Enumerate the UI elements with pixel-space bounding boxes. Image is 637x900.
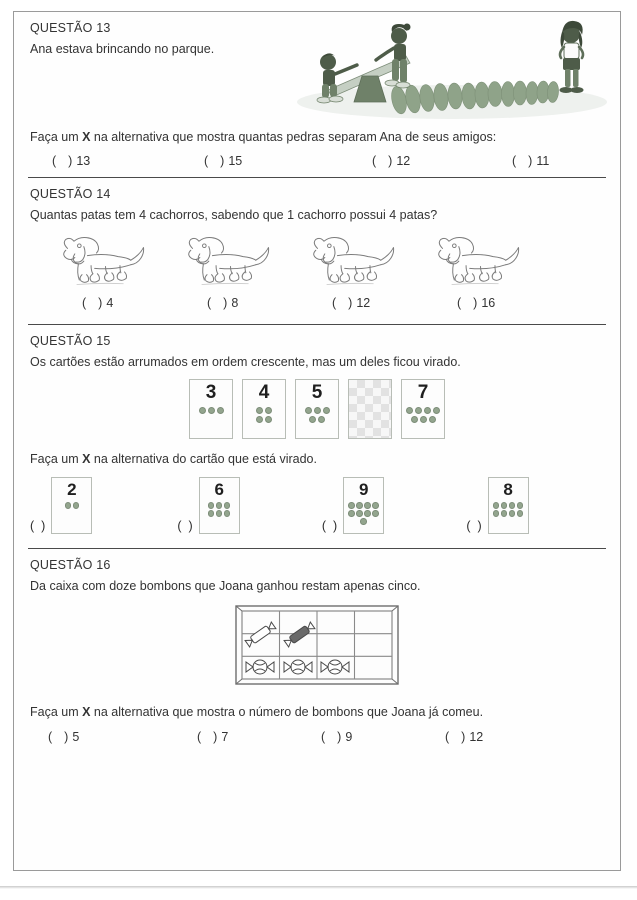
pip-dot: [256, 407, 263, 414]
option-14-a[interactable]: [82, 296, 207, 310]
card-number: 5: [311, 381, 323, 403]
dog-illustration-1: [51, 234, 151, 290]
dog-illustration-4: [426, 234, 526, 290]
candy-box-illustration: [233, 603, 401, 687]
option-paren-close: ): [348, 295, 353, 310]
option-paren-close: ): [213, 730, 218, 745]
dog-cell-3: [288, 234, 413, 290]
question-title-16: QUESTÃO 16: [30, 558, 111, 573]
option-16-b[interactable]: [197, 730, 321, 744]
option-parens: ( ): [321, 519, 338, 534]
option-paren-open: (: [207, 295, 212, 310]
option-paren-open: (: [48, 730, 53, 745]
dogs-row: [30, 224, 604, 290]
page-bottom-shadow: [0, 886, 637, 889]
option-paren-close: ): [528, 154, 533, 169]
question-block-14: [14, 178, 620, 324]
pip-dot: [509, 510, 516, 517]
pip-dot: [517, 510, 524, 517]
prompt-suffix: na alternativa que mostra quantas pedras separam Ana de seus amigos:: [90, 129, 497, 144]
pip-dot: [265, 407, 272, 414]
pip-dot: [265, 416, 272, 423]
pip-dot: [216, 502, 223, 509]
option-paren-open: (: [512, 154, 517, 169]
sequence-card-5: [295, 379, 339, 439]
pip-dot: [348, 510, 355, 517]
options-row-14: [30, 290, 604, 324]
answer-card-9: [343, 477, 384, 534]
option-paren-close: ): [220, 154, 225, 169]
question-statement-13: Ana estava brincando no parque.: [30, 42, 215, 56]
answer-cards-row-15: [30, 467, 604, 548]
option-13-b[interactable]: [204, 154, 372, 168]
playground-seesaw-stones-illustration: [282, 14, 612, 126]
pip-dot: [356, 510, 363, 517]
option-parens: ( ): [30, 519, 46, 534]
answer-option-15-b[interactable]: [177, 477, 321, 534]
card-number: 2: [67, 480, 77, 500]
pip-dot: [433, 407, 440, 414]
pip-dot: [364, 502, 371, 509]
answer-option-15-d[interactable]: [466, 477, 604, 534]
prompt-mark-x: X: [82, 129, 91, 144]
pip-dot: [364, 510, 371, 517]
question-block-15: [14, 325, 620, 548]
answer-option-15-c[interactable]: [322, 477, 466, 534]
question-statement-14: Quantas patas tem 4 cachorros, sabendo que 1 cachorro possui 4 patas?: [30, 208, 438, 223]
pip-dot: [517, 502, 524, 509]
option-value: 12: [356, 295, 371, 310]
option-parens: ( ): [466, 519, 482, 534]
option-parens: ( ): [177, 519, 193, 534]
option-paren-open: (: [332, 295, 337, 310]
option-14-d[interactable]: [457, 296, 495, 310]
card-number: 8: [503, 480, 513, 500]
option-value: 5: [72, 730, 80, 745]
card-pips: [206, 498, 232, 517]
options-row-13: [30, 145, 604, 177]
option-paren-close: ): [98, 295, 103, 310]
pip-dot: [509, 502, 516, 509]
pip-dot: [224, 502, 231, 509]
card-pips: [403, 402, 443, 423]
pip-dot: [372, 502, 379, 509]
prompt-mark-x: X: [82, 451, 91, 466]
candy-box-wrapper: [30, 595, 604, 687]
option-paren-open: (: [82, 295, 87, 310]
pip-dot: [501, 502, 508, 509]
prompt-prefix: Faça um: [30, 704, 83, 719]
pip-dot: [208, 502, 215, 509]
answer-card-8: [488, 477, 529, 534]
card-number: 4: [258, 381, 270, 403]
prompt-suffix: na alternativa do cartão que está virado.: [90, 451, 317, 466]
sequence-cards-row: [30, 371, 604, 439]
option-paren-close: ): [223, 295, 228, 310]
pip-dot: [224, 510, 231, 517]
pip-dot: [424, 407, 431, 414]
sequence-card-4: [242, 379, 286, 439]
pip-dot: [415, 407, 422, 414]
pip-dot: [216, 510, 223, 517]
pip-dot: [73, 502, 80, 509]
sequence-card-7: [401, 379, 445, 439]
pip-dot: [420, 416, 427, 423]
card-number: 7: [417, 381, 429, 403]
pip-dot: [309, 416, 316, 423]
option-paren-close: ): [473, 295, 478, 310]
card-pips: [253, 402, 275, 423]
dog-cell-2: [163, 234, 288, 290]
pip-dot: [372, 510, 379, 517]
pip-dot: [314, 407, 321, 414]
dog-cell-4: [413, 234, 538, 290]
pip-dot: [318, 416, 325, 423]
pip-dot: [208, 510, 215, 517]
option-paren-open: (: [445, 730, 450, 745]
option-paren-open: (: [197, 730, 202, 745]
option-value: 12: [396, 154, 411, 169]
option-paren-close: ): [388, 154, 393, 169]
dog-cell-1: [38, 234, 163, 290]
option-paren-open: (: [321, 730, 326, 745]
option-paren-open: (: [204, 154, 209, 169]
pip-dot: [323, 407, 330, 414]
card-pips: [191, 402, 231, 414]
pip-dot: [199, 407, 206, 414]
question-title-15: QUESTÃO 15: [30, 333, 111, 348]
prompt-mark-x: X: [82, 704, 91, 719]
prompt-prefix: Faça um: [30, 451, 83, 466]
sequence-card-3: [189, 379, 233, 439]
answer-card-2: [51, 477, 92, 534]
option-14-b[interactable]: [207, 296, 332, 310]
worksheet-page: [13, 11, 621, 871]
option-paren-open: (: [457, 295, 462, 310]
pip-dot: [411, 416, 418, 423]
prompt-suffix: na alternativa que mostra o número de bombons que Joana já comeu.: [90, 704, 484, 719]
card-pips: [62, 498, 82, 509]
card-pips: [302, 402, 333, 423]
card-pips: [492, 498, 524, 517]
pip-dot: [406, 407, 413, 414]
option-value: 11: [536, 154, 550, 169]
question-prompt-15: [30, 439, 604, 468]
card-number: 3: [205, 381, 217, 403]
option-value: 8: [231, 295, 239, 310]
question-block-16: [14, 549, 620, 744]
option-value: 12: [469, 730, 484, 745]
option-value: 7: [221, 730, 229, 745]
option-value: 4: [106, 295, 114, 310]
option-value: 15: [228, 154, 243, 169]
option-13-c[interactable]: [372, 154, 512, 168]
pip-dot: [208, 407, 215, 414]
option-16-d[interactable]: [445, 730, 483, 744]
option-paren-close: ): [68, 154, 73, 169]
pip-dot: [65, 502, 72, 509]
prompt-prefix: Faça um: [30, 129, 83, 144]
question-statement-15: Os cartões estão arrumados em ordem crescente, mas um deles ficou virado.: [30, 354, 461, 369]
pip-dot: [429, 416, 436, 423]
pip-dot: [356, 502, 363, 509]
card-number: 9: [358, 480, 369, 500]
option-paren-close: ): [461, 730, 466, 745]
option-paren-close: ): [64, 730, 69, 745]
pip-dot: [493, 502, 500, 509]
pip-dot: [501, 510, 508, 517]
pip-dot: [217, 407, 224, 414]
pip-dot: [348, 502, 355, 509]
option-16-a[interactable]: [48, 730, 197, 744]
pip-dot: [256, 416, 263, 423]
option-16-c[interactable]: [321, 730, 445, 744]
sequence-card-face-down: [348, 379, 392, 439]
question-block-13: [14, 12, 620, 177]
pip-dot: [305, 407, 312, 414]
option-value: 16: [481, 295, 496, 310]
option-13-a[interactable]: [30, 154, 204, 168]
option-14-c[interactable]: [332, 296, 457, 310]
options-row-16: [30, 720, 604, 744]
option-13-d[interactable]: [512, 154, 549, 168]
pip-dot: [360, 518, 367, 525]
card-pips: [346, 498, 382, 525]
answer-option-15-a[interactable]: [30, 477, 177, 534]
dog-illustration-2: [176, 234, 276, 290]
question-prompt-13: [30, 130, 604, 146]
question-title-14: QUESTÃO 14: [30, 187, 111, 202]
question-statement-16: Da caixa com doze bombons que Joana ganhou restam apenas cinco.: [30, 579, 421, 594]
option-value: 9: [345, 730, 353, 745]
question-prompt-16: [30, 687, 604, 721]
pip-dot: [493, 510, 500, 517]
option-paren-close: ): [337, 730, 342, 745]
answer-card-6: [199, 477, 240, 534]
card-number: 6: [214, 480, 224, 500]
option-paren-open: (: [52, 154, 57, 169]
option-value: 13: [76, 154, 91, 169]
option-paren-open: (: [372, 154, 377, 169]
question-title-13: QUESTÃO 13: [30, 21, 111, 35]
dog-illustration-3: [301, 234, 401, 290]
